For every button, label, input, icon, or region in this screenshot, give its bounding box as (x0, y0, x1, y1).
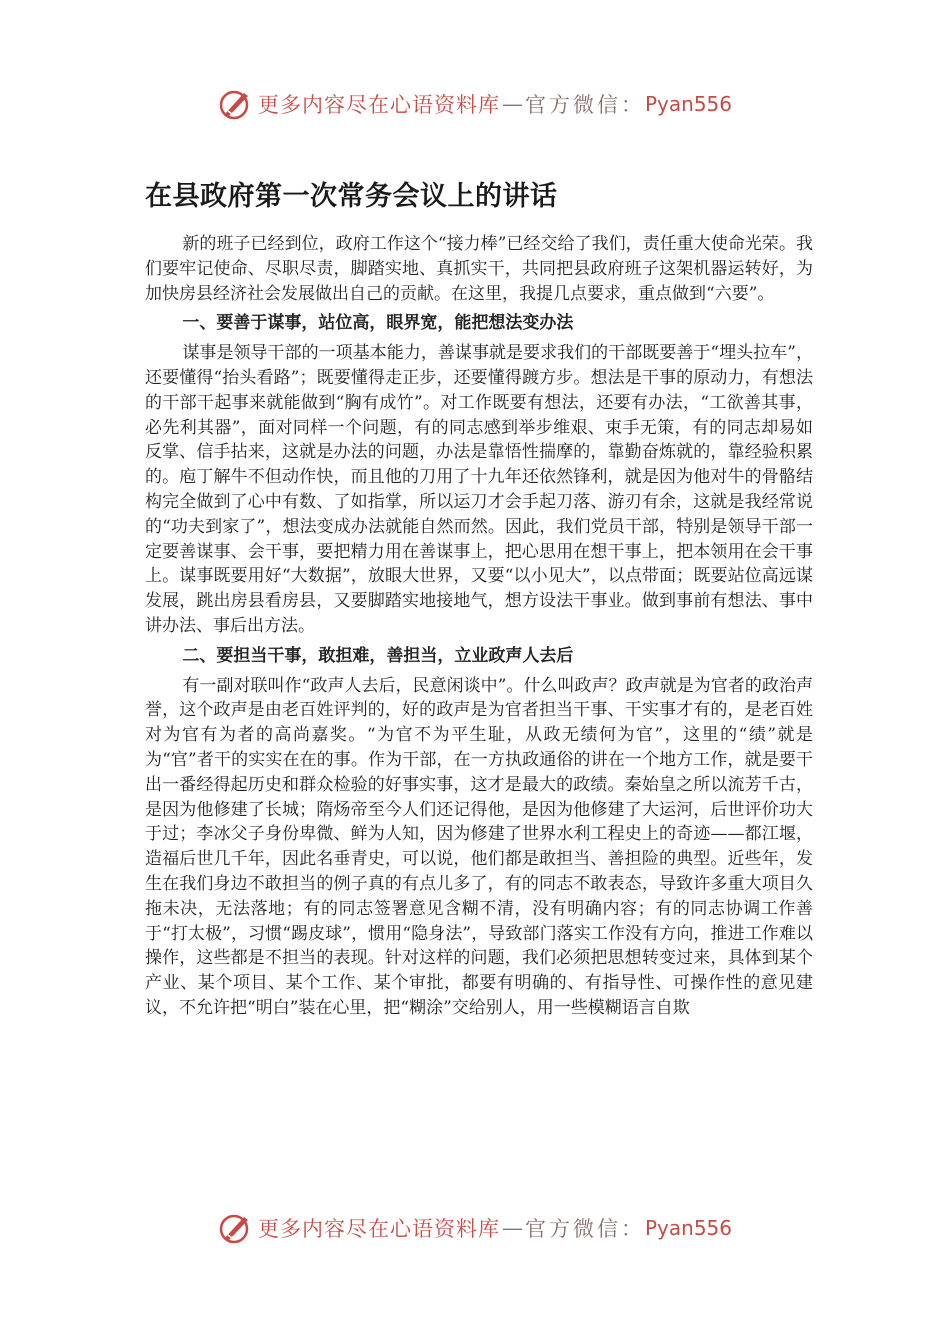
watermark-header (0, 84, 950, 124)
watermark-sub-text: 官方微信： (524, 93, 645, 117)
watermark-footer (0, 1208, 950, 1248)
watermark-main-text: 更多内容尽在心语资料库 (257, 1217, 500, 1241)
section-heading-1: 一、要善于谋事，站位高，眼界宽，能把想法变办法 (182, 313, 574, 334)
document-title: 在县政府第一次常务会议上的讲话 (145, 181, 558, 212)
watermark-main-text: 更多内容尽在心语资料库 (257, 93, 500, 117)
section-1-paragraph: 谋事是领导干部的一项基本能力，善谋事就是要求我们的干部既要善于“埋头拉车”，还要懂得“抬头看路”；既要懂得走正步，还要懂得踱方步。想法是干事的原动力，有想法的干部干起事来就能做到“胸有成竹”。对工作既要有想法，还要有办法，“工欲善其事，必先利其器”，面对同样一个问题，有的同志感到举步维艰、束手无策，有的同志却易如反掌、信手拈来，这就是办法的问题，办法是靠悟性揣摩的，靠勤奋炼就的，靠经验积累的。庖丁解牛不但动作快，而且他的刀用了十九年还依然锋利，就是因为他对牛的骨骼结构完全做到了心中有数、了如指掌，所以运刀才会手起刀落、游刃有余，这就是我经常说的“功夫到家了”，想法变成办法就能自然而然。因此，我们党员干部，特别是领导干部一定要善谋事、会干事，要把精力用在善谋事上，把心思用在想干事上，把本领用在会干事上。谋事既要用好“大数据”，放眼大世界，又要“以小见大”，以点带面；既要站位高远谋发展，跳出房县看房县，又要脚踏实地接地气，想方设法干事业。做到事前有想法、事中讲办法、事后出方法。 (145, 343, 813, 636)
watermark-separator: — (501, 1216, 523, 1240)
document-body (145, 232, 813, 1021)
section-2-paragraph: 有一副对联叫作“政声人去后，民意闲谈中”。什么叫政声？政声就是为官者的政治声誉，这个政声是由老百姓评判的，好的政声是为官者担当干事、干实事才有的，是老百姓对为官有为者的高尚嘉奖。“为官不为平生耻，从政无绩何为官”，这里的“绩”就是为“官”者干的实实在在的事。作为干部，在一方执政通俗的讲在一个地方工作，就是要干出一番经得起历史和群众检验的好事实事，这才是最大的政绩。秦始皇之所以流芳千古，是因为他修建了长城；隋炀帝至今人们还记得他，是因为他修建了大运河，后世评价功大于过；李冰父子身份卑微、鲜为人知，因为修建了世界水利工程史上的奇迹——都江堰，造福后世几千年，因此名垂青史，可以说，他们都是敢担当、善担险的典型。近些年，发生在我们身边不敢担当的例子真的有点儿多了，有的同志不敢表态，导致许多重大项目久拖未决，无法落地；有的同志签署意见含糊不清，没有明确内容；有的同志协调工作善于“打太极”，习惯“踢皮球”，惯用“隐身法”，导致部门落实工作没有方向，推进工作难以操作，这些都是不担当的表现。针对这样的问题，我们必须把思想转变过来，具体到某个产业、某个项目、某个工作、某个审批，都要有明确的、有指导性、可操作性的意见建议，不允许把“明白”装在心里，把“糊涂”交给别人，用一些模糊语言自欺 (145, 675, 813, 1018)
watermark-sub-text: 官方微信： (524, 1217, 645, 1241)
section-heading-2: 二、要担当干事，敢担难，善担当，立业政声人去后 (182, 645, 574, 666)
watermark-separator: — (501, 92, 523, 116)
pen-logo-icon (218, 87, 252, 121)
watermark-wechat-id: Pyan556 (644, 1216, 732, 1240)
intro-paragraph: 新的班子已经到位，政府工作这个“接力棒”已经交给了我们，责任重大使命光荣。我们要牢记使命、尽职尽责，脚踏实地、真抓实干，共同把县政府班子这架机器运转好，为加快房县经济社会发展做出自己的贡献。在这里，我提几点要求，重点做到“六要”。 (145, 234, 813, 304)
watermark-wechat-id: Pyan556 (644, 92, 732, 116)
pen-logo-icon (218, 1211, 252, 1245)
